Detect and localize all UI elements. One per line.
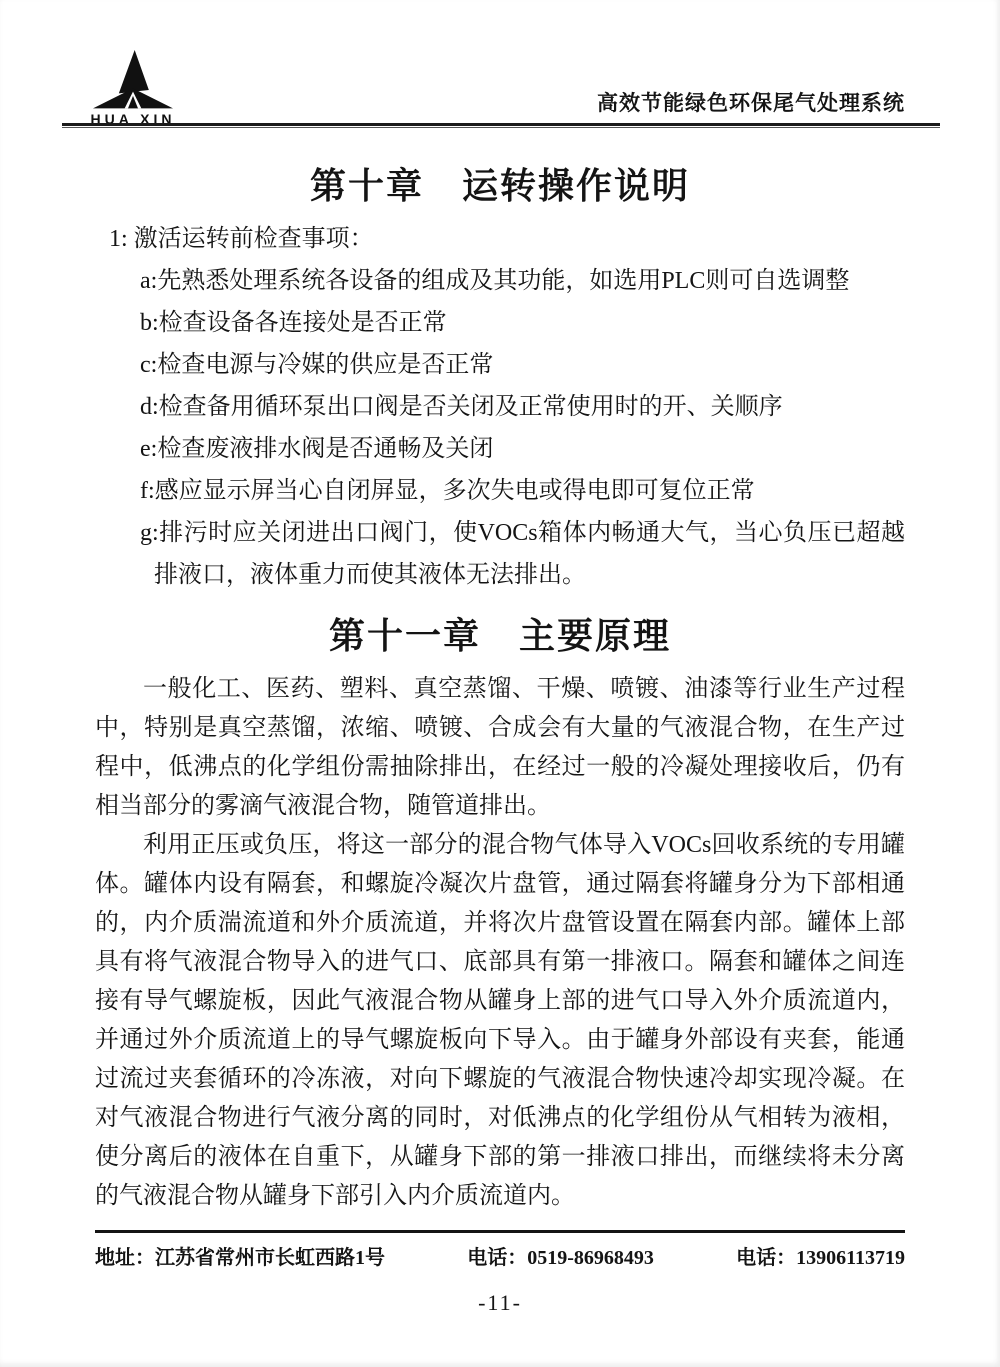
- footer-phone-1: 电话：0519-86968493: [467, 1247, 654, 1269]
- chapter-10-title: 第十章 运转操作说明: [309, 166, 690, 206]
- page-number: -11-: [478, 1290, 522, 1315]
- page-footer: [0, 1230, 1000, 1316]
- principle-paragraph-1: 一般化工、医药、塑料、真空蒸馏、干燥、喷镀、油漆等行业生产过程中，特别是真空蒸馏，浓缩、喷镀、合成会有大量的气液混合物，在生产过程中，低沸点的化学组份需抽除排出，在经过一般的冷凝处理接收后，仍有相当部分的雾滴气液混合物，随管道排出。: [95, 676, 905, 819]
- checklist-item-b: b:检查设备各连接处是否正常: [140, 310, 447, 336]
- footer-divider: [95, 1230, 905, 1233]
- checklist-item-g: g:排污时应关闭进出口阀门，使VOCs箱体内畅通大气，当心负压已超越排液口，液体重力而使其液体无法排出。: [140, 520, 905, 588]
- footer-phone-2: 电话：13906113719: [736, 1247, 905, 1269]
- document-body: [95, 150, 905, 1216]
- checklist-item-c: c:检查电源与冷媒的供应是否正常: [140, 352, 494, 378]
- checklist-item-f: f:感应显示屏当心自闭屏显，多次失电或得电即可复位正常: [140, 478, 755, 504]
- checklist-item-d: d:检查备用循环泵出口阀是否关闭及正常使用时的开、关顺序: [140, 394, 783, 420]
- logo-text: HUA XIN: [90, 111, 176, 127]
- checklist-item-e: e:检查废液排水阀是否通畅及关闭: [140, 436, 494, 462]
- header-divider: [62, 123, 940, 128]
- chapter-11-title: 第十一章 主要原理: [328, 616, 671, 656]
- footer-contact-row: [95, 1241, 905, 1270]
- checklist-intro: 1: 激活运转前检查事项：: [109, 226, 374, 252]
- checklist-item-a: a:先熟悉处理系统各设备的组成及其功能，如选用PLC则可自选调整: [140, 268, 850, 294]
- footer-address: 地址：江苏省常州市长虹西路1号: [95, 1247, 385, 1269]
- principle-text: [95, 670, 905, 1216]
- company-logo: [85, 50, 181, 127]
- principle-paragraph-2: 利用正压或负压，将这一部分的混合物气体导入VOCs回收系统的专用罐体。罐体内设有隔套，和螺旋冷凝次片盘管，通过隔套将罐身分为下部相通的，内介质湍流道和外介质流道，并将次片盘管设置在隔套内部。罐体上部具有将气液混合物导入的进气口、底部具有第一排液口。隔套和罐体之间连接有导气螺旋板，因此气液混合物从罐身上部的进气口导入外介质流道内，并通过外介质流道上的导气螺旋板向下导入。由于罐身外部设有夹套，能通过流过夹套循环的冷冻液，对向下螺旋的气液混合物快速冷却实现冷凝。在对气液混合物进行气液分离的同时，对低沸点的化学组份从气相转为液相，使分离后的液体在自重下，从罐身下部的第一排液口排出，而继续将未分离的气液混合物从罐身下部引入内介质流道内。: [95, 832, 905, 1209]
- header-slogan: 高效节能绿色环保尾气处理系统: [597, 91, 905, 115]
- logo-mark-icon: [91, 50, 175, 110]
- page-header: [85, 50, 905, 127]
